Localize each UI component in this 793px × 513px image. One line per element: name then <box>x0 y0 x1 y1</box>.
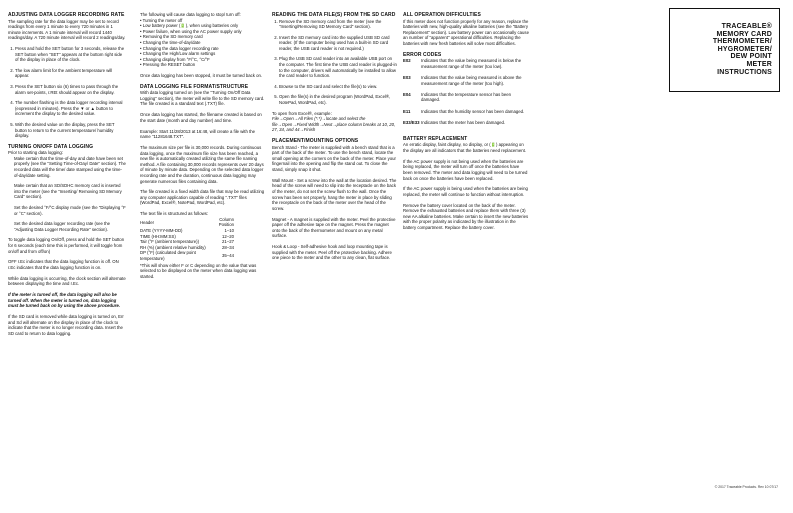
excel-intro: To open from Excel®, example: <box>272 110 332 116</box>
stop-item: • Turning the meter off <box>140 17 183 23</box>
struct-intro: The text file is structured as follows: <box>140 211 209 217</box>
off-on-text: OFF r.Ec indicates that the data logging function is off. ON r.Ec indicates that the data logging function is on. <box>8 259 119 270</box>
step-4: 4. The number flashing is the data logger recording interval (expressed in minutes). Press the ▼ or ▲ button to increment the display to the desired value. <box>15 100 126 117</box>
excel-path: File→Open→All Files (*.*)→locate and select the file→Open→Fixed Width→Next→place column breaks at 10, 20, 27, 34, and 44→Finish <box>272 116 396 133</box>
stop-item: • Low battery power (🔋), when using batteries only <box>140 23 239 29</box>
sdcard-text: If the SD card is removed while data logging is turned on, Err and Sd will alternate on the display in place of the clock to indicate that the meter is no longer recording data. Insert the SD card to return to data logging. <box>8 314 124 336</box>
field-position: 12–20 <box>222 233 234 239</box>
difficulty-heading: ALL OPERATION DIFFICULTIES <box>403 12 481 18</box>
table-row <box>403 120 529 131</box>
prior-step-3: Set the desired °F/°C display mode (see the "Displaying °F or °C" section). <box>14 205 126 216</box>
stop-after: Once data logging has been stopped, it must be turned back on. <box>140 72 263 78</box>
battery-p4: Remove the battery cover located on the back of the meter. Remove the exhausted batteries and replace them with three (3) new AA alkaline batteries. Make certain to insert the new batteries with the proper polarity as indicated by the illustration in the battery compartment. Replace the battery cover. <box>403 202 529 231</box>
format-p5: The file created is a fixed width data file that may be read utilizing any computer application capable of reading ".TXT" files (WordPad, Excel®, NotePad, WordPad, etc). <box>140 189 265 206</box>
title-line: TRACEABLE® <box>721 23 772 30</box>
field-position: 1–10 <box>224 228 234 234</box>
title-line: HYGROMETER/ <box>717 45 772 53</box>
format-p1: With data logging turned on (see the "Turning On/Off Data Logging" section), the meter will write file to the SD memory card. The file created is a standard text (.TXT) file. <box>140 90 265 107</box>
field-position: 35–44 <box>222 253 234 259</box>
onoff-heading: TURNING ON/OFF DATA LOGGING <box>8 143 94 150</box>
read-step-4: 4. Browse to the SD card and select the file(s) to view. <box>279 84 398 90</box>
step-2: 2. The low alarm limit for the ambient temperature will appear. <box>15 68 126 79</box>
bench-stand-text: Bench Stand - The meter is supplied with a bench stand that is a part of the back of the meter. To use the bench stand, locate the small opening at the corners on the back of the meter. Place your fingernail into the opening and flip the stand out. To close the stand, simply snap it shut. <box>272 144 396 173</box>
field-position: 21–27 <box>222 239 234 245</box>
format-heading: DATA LOGGING FILE FORMAT/STRUCTURE <box>140 83 249 90</box>
title-line: DEW POINT <box>730 53 772 61</box>
prior-step-4: Set the desired data logger recording rate (see the "Adjusting Data Logger Recording Rate" section). <box>14 221 111 232</box>
stop-item: • Changing the time-of-day/date <box>140 39 201 45</box>
magnet-text: Magnet - A magnet is supplied with the meter. Peel the protective paper off the adhesive tape on the magnet. Press the magnet onto the back of the thermometer and mount on any metal surface. <box>272 216 396 239</box>
stop-item: • Changing display from °F/°C, °C/°F <box>140 56 210 62</box>
error-code: E33/E33 <box>403 119 420 125</box>
hook-loop-text: Hook & Loop - Self-adhesive hook and loop mounting tape is supplied with the meter. Peel off the protective backing. Adhere one piece to the meter and the other to any clean, flat surface. <box>272 244 392 261</box>
fields-header-cell: Header <box>140 219 155 225</box>
battery-p1: An erratic display, faint display, no display, or (🔋) appearing on the display are all indicators that the batteries need replacement. <box>403 142 527 153</box>
table-row <box>403 92 529 109</box>
placement-heading: PLACEMENT/MOUNTING OPTIONS <box>272 138 359 145</box>
title-line: MEMORY CARD <box>716 30 772 38</box>
recording-rate-steps <box>8 46 126 139</box>
prior-step-1: Make certain that the time-of-day and date have been set properly (see the "Setting Time-of-Day/ Date" section). The recorded data will the time/ date stamped using the time-of-day/date setting. <box>14 155 126 178</box>
wall-mount-text: Wall Mount - Set a screw into the wall at the location desired. The head of the screw will need to slip into the receptacle on the back of the meter, do not set the screw flush to the wall. Once the screw has been set properly, hang the meter in place by sliding the receptacle on the back of the meter over the head of the screw. <box>272 177 397 211</box>
field-name: RH (%) (ambient relative humidity) <box>140 244 206 250</box>
title-line: THERMOMETER/ <box>712 38 772 46</box>
error-description: Indicates that the value being measured is below the measurement range of the meter (too low). <box>421 58 522 69</box>
table-row <box>403 75 529 92</box>
read-step-5: 5. Open the file(s) in the desired program (WordPad, Excel®, NotePad, WordPad, etc). <box>279 94 398 105</box>
read-steps <box>272 19 398 106</box>
error-description: Indicates that the meter has been damaged. <box>421 119 506 125</box>
stop-item: • Changing the High/Low alarm settings <box>140 51 216 57</box>
error-code: E11 <box>403 108 411 114</box>
field-name: DATE (YYYY-MM-DD) <box>140 228 183 234</box>
stop-item: • Power failure, when using the AC power supply only <box>140 28 242 34</box>
error-code: E03 <box>403 74 411 80</box>
battery-heading: BATTERY REPLACEMENT <box>403 135 468 142</box>
recording-rate-intro: The sampling rate for the data logger may be set to record readings from every 1 minute to every 720 minutes in 1 minute increments. A 1 minute interval will record 1440 readings/day. A 720 minute interval will record 2 readings/day. <box>8 18 126 41</box>
fields-note: *This will show either F or C depending on the value that was selected to be displayed on the meter when data logging was started. <box>140 262 257 279</box>
read-heading: READING THE DATA FILE(S) FROM THE SD CARD <box>272 12 396 18</box>
read-step-2: 2. Insert the SD memory card into the supplied USB SD card reader. (If the computer being used has a built-in SD card reader, the USB card reader is not required.) <box>279 35 398 52</box>
prior-step-2: Make certain that an SD/SDHC memory card is inserted into the meter (see the "Inserting/ Removing SD Memory Card" section). <box>14 183 122 200</box>
warning-text: If the meter is turned off, the data logging will also be turned off. When the meter is turned on, data logging must be turned back on by using the above procedure. <box>8 292 120 309</box>
battery-p2: If the AC power supply is not being used when the batteries are being replaced, the meter will turn off once the batteries have been removed. The meter and data logging will need to be turned back on once the batteries have been replaced. <box>403 158 528 181</box>
field-position: 28–34 <box>222 244 234 250</box>
while-logging-text: While data logging is occurring, the clock section will alternate between displaying the time and r.Ec. <box>8 275 126 287</box>
fields-header-cell: Column Position <box>218 216 234 228</box>
table-row <box>403 109 529 120</box>
field-name: DP (°F) (calculated dew point temperature) <box>140 250 196 261</box>
error-codes-heading: ERROR CODES <box>403 51 442 58</box>
format-p2: Once data logging has started, the filename created is based on the start date (month and day number) and time. <box>140 112 262 123</box>
error-description: Indicates that the humidity sensor has been damaged. <box>421 108 525 114</box>
error-description: Indicates that the value being measured is above the measurement range of the meter (too high). <box>421 74 522 86</box>
difficulty-text: If this meter does not function properly for any reason, replace the batteries with new, high-quality alkaline batteries (see the "Battery Replacement" section). Low battery power can occasionally cause an number of "apparent" operational difficulties. Replacing the batteries with new fresh batteries will solve most difficulties. <box>403 18 529 46</box>
toggle-text: To toggle data logging On/Off, press and hold the SET button for 6 seconds (each time this is performed, it will toggle from on/off and from off/on) <box>8 237 125 254</box>
stop-list <box>140 18 266 68</box>
step-1: 1. Press and hold the SET button for 3 seconds, release the SET button when "SET" appears at the bottom right side of the display in place of the clock. <box>15 46 126 63</box>
prior-label: Prior to starting data logging: <box>8 150 63 156</box>
battery-p3: If the AC power supply is being used when the batteries are being replaced, the meter will continue to function without interruption. <box>403 186 528 197</box>
read-step-1: 1. Remove the SD memory card from the meter (see the "Inserting/Removing SD Memory Card" section). <box>279 19 398 30</box>
column-2 <box>140 12 266 285</box>
field-name: TIME (HH:MM:SS) <box>140 233 176 239</box>
read-step-3: 3. Plug the USB SD card reader into an available USB port on the computer. The first time the USB card reader is plugged-in to the computer, drivers will automatically be installed to allow the card reader to function. <box>279 56 398 78</box>
field-name: Tair (°F (ambient temperature)) <box>140 239 200 245</box>
column-1 <box>8 12 126 342</box>
error-description: Indicates that the temperature sensor has been damaged. <box>421 91 512 103</box>
copyright-footer: © 2017 Traceable Products. Rev 10 07/17 <box>714 485 778 489</box>
step-5: 5. With the desired value on the display, press the SET button to return to the current temperature/ humidity display. <box>15 122 126 139</box>
column-3 <box>272 12 398 266</box>
stop-item: • Changing the data logger recording rate <box>140 45 219 51</box>
format-p3: Example: Start 11/28/2013 at 16:48, will create a file with the name "11281648.TXT". <box>140 128 256 140</box>
stop-intro: The following will cause data logging to stop/ turn off: <box>140 12 241 17</box>
fields-table <box>140 217 234 262</box>
format-p4: The maximum size per file is 30,000 records. During continuous data logging, once the maximum file size has been reached, a new file is automatically created utilizing the same file naming method. A file containing 30,000 records represents over 20 days of minute by minute data. Depending on the selected data logger recording rate and the duration, continuous data logging may generate numerous files containing data. <box>140 144 264 184</box>
prior-steps <box>8 156 126 233</box>
title-box <box>669 8 780 92</box>
error-codes-table <box>403 58 529 131</box>
column-4 <box>403 12 529 236</box>
step-3: 3. Press the SET button six (6) times to pass through the alarm set-points, r.REt should appear on the display. <box>15 84 126 95</box>
stop-item: • Removing the SD memory card <box>140 34 203 40</box>
title-line: INSTRUCTIONS <box>717 68 772 76</box>
table-row <box>403 58 529 75</box>
stop-item: • Pressing the RESET button <box>140 62 196 68</box>
table-row <box>140 250 234 261</box>
title-line: METER <box>746 60 772 68</box>
error-code: E02 <box>403 58 411 64</box>
error-code: E04 <box>403 91 411 97</box>
fields-header-row <box>140 217 234 228</box>
recording-rate-heading: ADJUSTING DATA LOGGER RECORDING RATE <box>8 12 125 18</box>
